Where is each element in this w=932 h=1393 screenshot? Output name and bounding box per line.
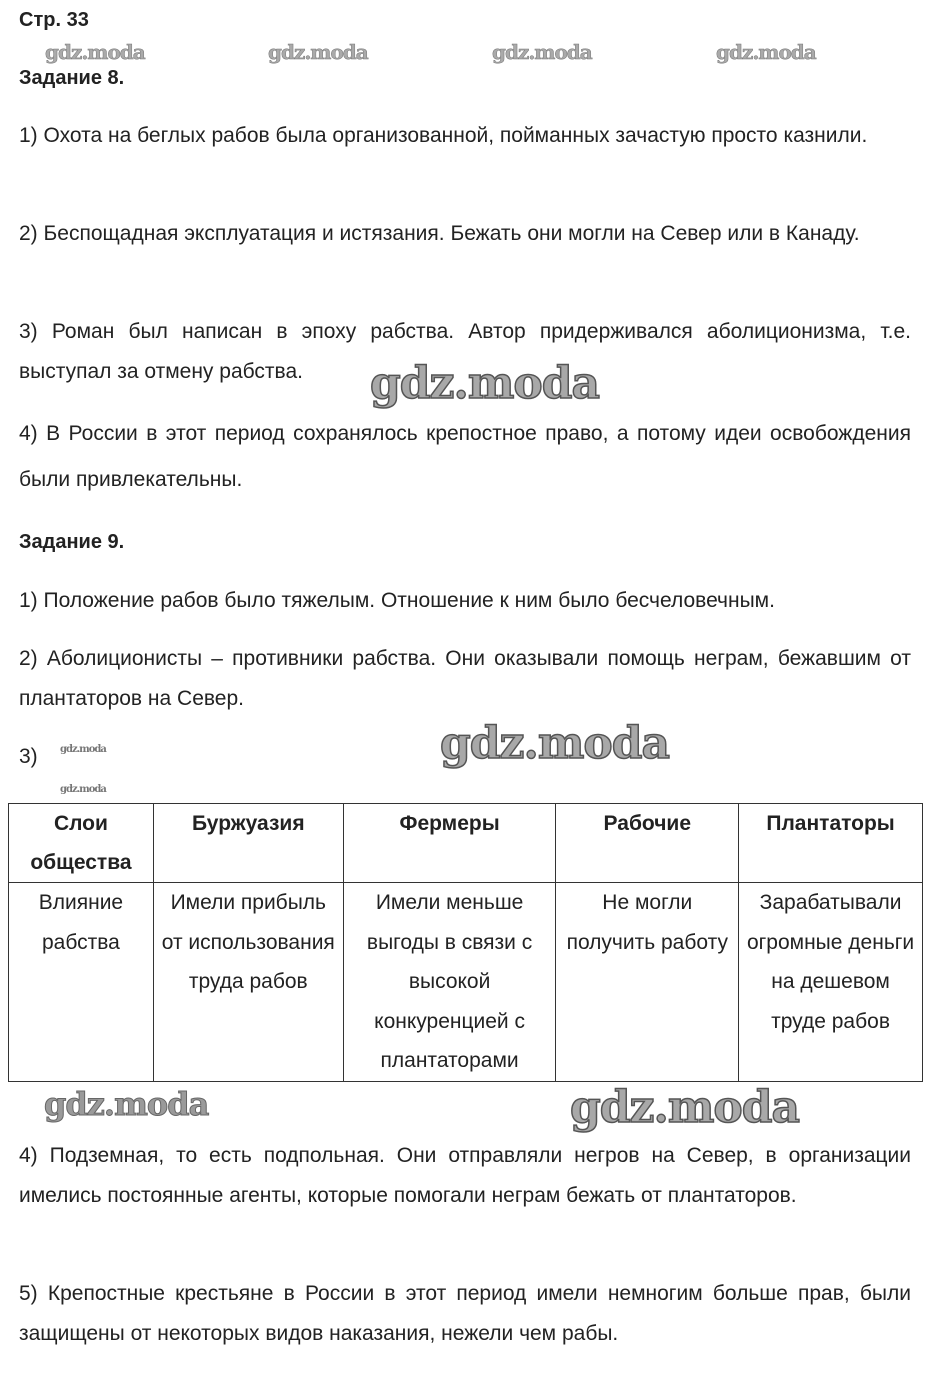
table-cell: Имели меньше выгоды в связи с высокой конкуренцией с плантаторами	[343, 883, 556, 1082]
slavery-influence-table	[8, 803, 923, 1082]
task8-item-2: 2) Беспощадная эксплуатация и истязания. Бежать они могли на Север или в Канаду.	[19, 222, 860, 245]
table-cell: Имели прибыль от использования труда рабов	[153, 883, 343, 1082]
task9-item-3: 3)	[19, 745, 38, 768]
table-cell: Не могли получить работу	[556, 883, 739, 1082]
table-header-row	[9, 804, 923, 883]
watermark: gdz.moda	[268, 40, 368, 64]
table-header: Буржуазия	[153, 804, 343, 883]
watermark: gdz.moda	[370, 358, 600, 409]
task8-item-3: 3) Роман был написан в эпоху рабства. Автор придерживался аболиционизма, т.е. выступал за отмену рабства.	[19, 320, 911, 383]
task8-title: Задание 8.	[19, 67, 125, 89]
table-row	[9, 883, 923, 1082]
task9-item-2: 2) Аболиционисты – противники рабства. Они оказывали помощь неграм, бежавшим от плантаторов на Север.	[19, 647, 911, 710]
task9-title: Задание 9.	[19, 531, 125, 553]
watermark: gdz.moda	[60, 744, 106, 755]
watermark: gdz.moda	[60, 784, 106, 795]
watermark: gdz.moda	[440, 718, 670, 769]
table-header: Слои общества	[9, 804, 154, 883]
task8-item-4: 4) В России в этот период сохранялось крепостное право, а потому идеи освобождения были привлекательны.	[19, 422, 911, 491]
table-header: Рабочие	[556, 804, 739, 883]
task9-item-4: 4) Подземная, то есть подпольная. Они отправляли негров на Север, в организации имелись постоянные агенты, которые помогали неграм бежать от плантаторов.	[19, 1144, 911, 1207]
task9-item-1: 1) Положение рабов было тяжелым. Отношение к ним было бесчеловечным.	[19, 589, 775, 612]
table-cell: Влияние рабства	[9, 883, 154, 1082]
page-label: Стр. 33	[19, 9, 89, 31]
table-header: Плантаторы	[739, 804, 923, 883]
watermark: gdz.moda	[45, 40, 145, 64]
task8-item-1: 1) Охота на беглых рабов была организованной, пойманных зачастую просто казнили.	[19, 124, 868, 147]
watermark: gdz.moda	[716, 40, 816, 64]
table-cell: Зарабатывали огромные деньги на дешевом труде рабов	[739, 883, 923, 1082]
watermark: gdz.moda	[492, 40, 592, 64]
watermark: gdz.moda	[570, 1082, 800, 1133]
table-header: Фермеры	[343, 804, 556, 883]
task9-item-5: 5) Крепостные крестьяне в России в этот период имели немногим больше прав, были защищены от некоторых видов наказания, нежели чем рабы.	[19, 1282, 911, 1345]
watermark: gdz.moda	[44, 1085, 209, 1123]
